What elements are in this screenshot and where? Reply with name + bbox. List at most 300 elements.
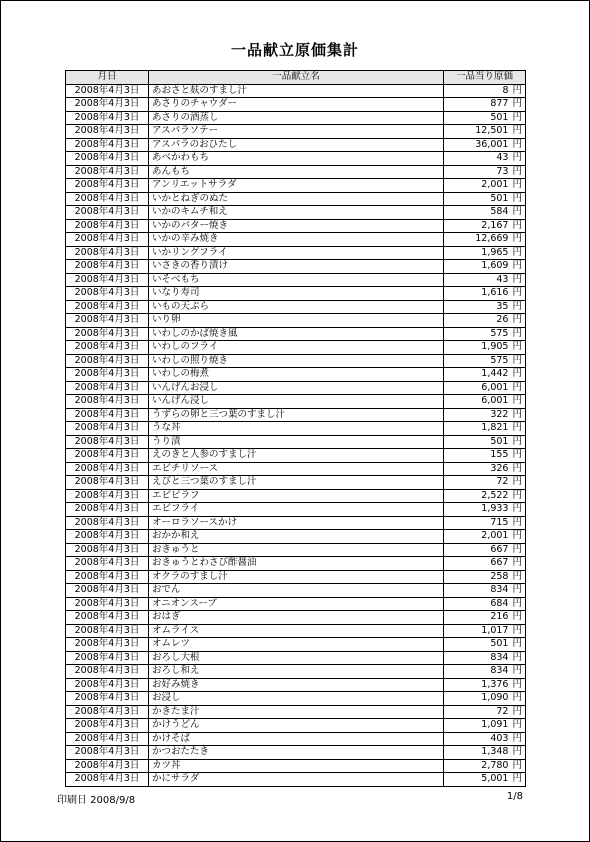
- row-date: 2008年4月3日: [66, 381, 149, 395]
- row-cost-value: 1,609: [481, 260, 509, 272]
- table-row: [66, 179, 526, 193]
- row-cost-unit: 円: [512, 165, 522, 177]
- row-dish-name: あべかわもち: [149, 152, 444, 166]
- row-dish-name: エビピラフ: [149, 489, 444, 503]
- row-dish-name: エビチリソース: [149, 462, 444, 476]
- table-row: [66, 273, 526, 287]
- row-cost-value: 12,669: [475, 233, 509, 245]
- table-row: [66, 395, 526, 409]
- row-date: 2008年4月3日: [66, 665, 149, 679]
- table-row: [66, 597, 526, 611]
- row-date: 2008年4月3日: [66, 705, 149, 719]
- row-cost-unit: 円: [512, 719, 522, 731]
- table-row: [66, 489, 526, 503]
- row-dish-name: おきゅうと: [149, 543, 444, 557]
- table-row: [66, 462, 526, 476]
- row-cost: [444, 489, 526, 503]
- row-cost-unit: 円: [512, 327, 522, 339]
- row-dish-name: アスパラソテー: [149, 125, 444, 139]
- row-cost-value: 1,821: [481, 422, 509, 434]
- row-cost-value: 258: [490, 570, 509, 582]
- row-cost-value: 1,376: [481, 678, 509, 690]
- row-date: 2008年4月3日: [66, 125, 149, 139]
- row-dish-name: アンリエットサラダ: [149, 179, 444, 193]
- row-cost-unit: 円: [512, 354, 522, 366]
- row-cost-value: 501: [490, 192, 509, 204]
- row-cost-value: 26: [496, 314, 509, 326]
- row-dish-name: かけうどん: [149, 719, 444, 733]
- row-cost: [444, 570, 526, 584]
- row-cost-value: 2,001: [481, 530, 509, 542]
- row-cost-value: 43: [496, 273, 509, 285]
- row-cost-unit: 円: [512, 206, 522, 218]
- row-cost-value: 667: [490, 543, 509, 555]
- table-row: [66, 125, 526, 139]
- row-date: 2008年4月3日: [66, 246, 149, 260]
- row-date: 2008年4月3日: [66, 651, 149, 665]
- table-row: [66, 435, 526, 449]
- row-cost-unit: 円: [512, 260, 522, 272]
- row-dish-name: いかリングフライ: [149, 246, 444, 260]
- row-cost-value: 2,780: [481, 759, 509, 771]
- row-cost-unit: 円: [512, 233, 522, 245]
- table-row: [66, 759, 526, 773]
- row-cost: [444, 597, 526, 611]
- table-row: [66, 300, 526, 314]
- row-cost-value: 2,167: [481, 219, 509, 231]
- row-dish-name: いもの天ぷら: [149, 300, 444, 314]
- row-cost-value: 2,001: [481, 179, 509, 191]
- row-dish-name: おはぎ: [149, 611, 444, 625]
- row-date: 2008年4月3日: [66, 111, 149, 125]
- row-cost-value: 1,090: [481, 692, 509, 704]
- table-row: [66, 530, 526, 544]
- row-cost: [444, 111, 526, 125]
- row-dish-name: いんげんお浸し: [149, 381, 444, 395]
- row-dish-name: アスパラのおひたし: [149, 138, 444, 152]
- row-date: 2008年4月3日: [66, 503, 149, 517]
- row-dish-name: おかか和え: [149, 530, 444, 544]
- row-cost-unit: 円: [512, 746, 522, 758]
- row-date: 2008年4月3日: [66, 422, 149, 436]
- row-dish-name: お好み焼き: [149, 678, 444, 692]
- row-dish-name: えびと三つ葉のすまし汁: [149, 476, 444, 490]
- row-cost: [444, 705, 526, 719]
- row-cost-unit: 円: [512, 570, 522, 582]
- row-dish-name: おきゅうとわさび酢醤油: [149, 557, 444, 571]
- table-row: [66, 476, 526, 490]
- row-date: 2008年4月3日: [66, 516, 149, 530]
- table-row: [66, 665, 526, 679]
- row-dish-name: いかのキムチ和え: [149, 206, 444, 220]
- table-row: [66, 84, 526, 98]
- row-cost: [444, 233, 526, 247]
- row-cost-value: 575: [490, 354, 509, 366]
- row-date: 2008年4月3日: [66, 260, 149, 274]
- row-date: 2008年4月3日: [66, 138, 149, 152]
- row-cost-value: 1,017: [481, 624, 509, 636]
- row-cost-unit: 円: [512, 503, 522, 515]
- row-date: 2008年4月3日: [66, 584, 149, 598]
- row-date: 2008年4月3日: [66, 368, 149, 382]
- row-cost-value: 877: [490, 98, 509, 110]
- row-cost-value: 575: [490, 327, 509, 339]
- row-cost: [444, 246, 526, 260]
- row-cost-value: 155: [490, 449, 509, 461]
- table-row: [66, 422, 526, 436]
- table-row: [66, 692, 526, 706]
- row-cost-unit: 円: [512, 314, 522, 326]
- row-date: 2008年4月3日: [66, 638, 149, 652]
- row-dish-name: いわしのフライ: [149, 341, 444, 355]
- row-date: 2008年4月3日: [66, 84, 149, 98]
- row-cost-unit: 円: [512, 476, 522, 488]
- row-dish-name: おでん: [149, 584, 444, 598]
- row-cost: [444, 773, 526, 787]
- row-cost: [444, 327, 526, 341]
- table-row: [66, 732, 526, 746]
- row-dish-name: かにサラダ: [149, 773, 444, 787]
- row-dish-name: いかとねぎのぬた: [149, 192, 444, 206]
- row-date: 2008年4月3日: [66, 692, 149, 706]
- row-dish-name: カツ丼: [149, 759, 444, 773]
- row-cost: [444, 314, 526, 328]
- row-cost-value: 1,933: [481, 503, 509, 515]
- row-dish-name: オーロラソースかけ: [149, 516, 444, 530]
- table-body: [66, 84, 526, 786]
- row-cost: [444, 746, 526, 760]
- row-cost-value: 6,001: [481, 381, 509, 393]
- row-cost-unit: 円: [512, 300, 522, 312]
- row-cost-value: 501: [490, 435, 509, 447]
- table-row: [66, 773, 526, 787]
- table-row: [66, 638, 526, 652]
- row-cost-value: 322: [490, 408, 509, 420]
- table-row: [66, 152, 526, 166]
- print-date: 印刷日 2008/9/8: [57, 795, 136, 806]
- row-cost-unit: 円: [512, 624, 522, 636]
- row-dish-name: いなり寿司: [149, 287, 444, 301]
- row-cost-value: 501: [490, 638, 509, 650]
- row-cost-value: 834: [490, 651, 509, 663]
- row-dish-name: オクラのすまし汁: [149, 570, 444, 584]
- row-cost: [444, 719, 526, 733]
- row-cost-value: 6,001: [481, 395, 509, 407]
- row-cost: [444, 543, 526, 557]
- row-cost-unit: 円: [512, 179, 522, 191]
- row-date: 2008年4月3日: [66, 273, 149, 287]
- row-cost-unit: 円: [512, 759, 522, 771]
- row-date: 2008年4月3日: [66, 773, 149, 787]
- row-cost: [444, 665, 526, 679]
- row-dish-name: うな丼: [149, 422, 444, 436]
- row-cost-unit: 円: [512, 638, 522, 650]
- row-cost: [444, 341, 526, 355]
- row-dish-name: オムライス: [149, 624, 444, 638]
- row-cost-unit: 円: [512, 152, 522, 164]
- row-dish-name: えのきと人参のすまし汁: [149, 449, 444, 463]
- row-cost-unit: 円: [512, 408, 522, 420]
- table-row: [66, 449, 526, 463]
- row-cost-unit: 円: [512, 422, 522, 434]
- row-dish-name: お浸し: [149, 692, 444, 706]
- row-cost: [444, 192, 526, 206]
- row-dish-name: あさりの酒蒸し: [149, 111, 444, 125]
- table-row: [66, 503, 526, 517]
- table-row: [66, 341, 526, 355]
- table-row: [66, 354, 526, 368]
- table-row: [66, 624, 526, 638]
- row-cost: [444, 273, 526, 287]
- row-cost-unit: 円: [512, 543, 522, 555]
- row-date: 2008年4月3日: [66, 489, 149, 503]
- row-cost: [444, 381, 526, 395]
- row-cost: [444, 152, 526, 166]
- row-cost: [444, 84, 526, 98]
- row-cost-unit: 円: [512, 287, 522, 299]
- table-row: [66, 98, 526, 112]
- row-cost: [444, 462, 526, 476]
- row-cost: [444, 138, 526, 152]
- row-dish-name: オニオンスープ: [149, 597, 444, 611]
- table-row: [66, 314, 526, 328]
- row-cost: [444, 678, 526, 692]
- row-cost-unit: 円: [512, 692, 522, 704]
- row-cost: [444, 287, 526, 301]
- row-cost-unit: 円: [512, 435, 522, 447]
- row-cost-unit: 円: [512, 125, 522, 137]
- row-dish-name: おろし大根: [149, 651, 444, 665]
- row-date: 2008年4月3日: [66, 530, 149, 544]
- table-row: [66, 678, 526, 692]
- row-cost: [444, 732, 526, 746]
- row-cost-value: 1,442: [481, 368, 509, 380]
- row-cost-value: 216: [490, 611, 509, 623]
- table-row: [66, 368, 526, 382]
- row-cost-value: 43: [496, 152, 509, 164]
- row-cost-value: 834: [490, 584, 509, 596]
- row-cost-value: 834: [490, 665, 509, 677]
- row-date: 2008年4月3日: [66, 611, 149, 625]
- row-cost-value: 715: [490, 516, 509, 528]
- row-cost: [444, 530, 526, 544]
- row-dish-name: おろし和え: [149, 665, 444, 679]
- table-row: [66, 408, 526, 422]
- row-dish-name: かきたま汁: [149, 705, 444, 719]
- row-cost-value: 72: [496, 476, 509, 488]
- row-cost-value: 1,616: [481, 287, 509, 299]
- column-header-name: 一品献立名: [149, 71, 444, 85]
- row-cost: [444, 435, 526, 449]
- row-cost-unit: 円: [512, 516, 522, 528]
- row-cost-value: 403: [490, 732, 509, 744]
- table-row: [66, 746, 526, 760]
- row-cost-unit: 円: [512, 368, 522, 380]
- row-cost-unit: 円: [512, 678, 522, 690]
- row-date: 2008年4月3日: [66, 570, 149, 584]
- row-cost: [444, 408, 526, 422]
- table-row: [66, 611, 526, 625]
- row-cost: [444, 449, 526, 463]
- table-row: [66, 543, 526, 557]
- table-row: [66, 246, 526, 260]
- row-cost-unit: 円: [512, 84, 522, 96]
- row-cost: [444, 557, 526, 571]
- row-dish-name: いわしのかば焼き風: [149, 327, 444, 341]
- row-cost: [444, 476, 526, 490]
- row-date: 2008年4月3日: [66, 327, 149, 341]
- row-dish-name: いり卵: [149, 314, 444, 328]
- row-cost: [444, 503, 526, 517]
- row-cost-unit: 円: [512, 98, 522, 110]
- row-cost-value: 684: [490, 597, 509, 609]
- row-cost-unit: 円: [512, 557, 522, 569]
- row-date: 2008年4月3日: [66, 719, 149, 733]
- row-cost-value: 326: [490, 462, 509, 474]
- row-date: 2008年4月3日: [66, 354, 149, 368]
- row-dish-name: いそべもち: [149, 273, 444, 287]
- row-cost-value: 667: [490, 557, 509, 569]
- table-row: [66, 705, 526, 719]
- row-cost: [444, 395, 526, 409]
- row-cost-unit: 円: [512, 138, 522, 150]
- row-cost-value: 12,501: [475, 125, 509, 137]
- row-date: 2008年4月3日: [66, 746, 149, 760]
- row-cost-value: 36,001: [475, 138, 509, 150]
- row-dish-name: いかのバター焼き: [149, 219, 444, 233]
- row-date: 2008年4月3日: [66, 408, 149, 422]
- row-dish-name: あおさと麸のすまし汁: [149, 84, 444, 98]
- table-row: [66, 327, 526, 341]
- row-date: 2008年4月3日: [66, 219, 149, 233]
- row-date: 2008年4月3日: [66, 206, 149, 220]
- row-cost-unit: 円: [512, 219, 522, 231]
- row-date: 2008年4月3日: [66, 287, 149, 301]
- row-dish-name: うずらの卵と三つ葉のすまし汁: [149, 408, 444, 422]
- table-row: [66, 584, 526, 598]
- row-cost-value: 73: [496, 165, 509, 177]
- row-date: 2008年4月3日: [66, 341, 149, 355]
- row-cost-unit: 円: [512, 341, 522, 353]
- row-cost: [444, 692, 526, 706]
- row-cost-value: 8: [502, 84, 509, 96]
- row-cost: [444, 422, 526, 436]
- row-dish-name: うり漬: [149, 435, 444, 449]
- row-cost: [444, 624, 526, 638]
- row-cost-value: 72: [496, 705, 509, 717]
- column-header-cost: 一品当り原価: [444, 71, 526, 85]
- table-row: [66, 570, 526, 584]
- row-cost-unit: 円: [512, 273, 522, 285]
- row-date: 2008年4月3日: [66, 165, 149, 179]
- row-cost-value: 35: [496, 300, 509, 312]
- row-cost-unit: 円: [512, 395, 522, 407]
- row-date: 2008年4月3日: [66, 678, 149, 692]
- row-cost: [444, 516, 526, 530]
- row-dish-name: いんげん浸し: [149, 395, 444, 409]
- row-dish-name: かつおたたき: [149, 746, 444, 760]
- row-dish-name: あんもち: [149, 165, 444, 179]
- cost-table: [65, 70, 526, 787]
- table-row: [66, 557, 526, 571]
- row-cost-value: 584: [490, 206, 509, 218]
- row-date: 2008年4月3日: [66, 543, 149, 557]
- row-date: 2008年4月3日: [66, 179, 149, 193]
- row-dish-name: いさきの香り漬け: [149, 260, 444, 274]
- row-cost: [444, 179, 526, 193]
- row-cost-unit: 円: [512, 584, 522, 596]
- row-date: 2008年4月3日: [66, 98, 149, 112]
- row-date: 2008年4月3日: [66, 449, 149, 463]
- row-cost: [444, 125, 526, 139]
- row-cost: [444, 219, 526, 233]
- row-date: 2008年4月3日: [66, 597, 149, 611]
- row-cost: [444, 651, 526, 665]
- row-cost-unit: 円: [512, 597, 522, 609]
- table-row: [66, 651, 526, 665]
- row-cost-unit: 円: [512, 732, 522, 744]
- row-cost: [444, 206, 526, 220]
- row-cost-unit: 円: [512, 611, 522, 623]
- row-cost: [444, 759, 526, 773]
- row-date: 2008年4月3日: [66, 759, 149, 773]
- table-row: [66, 206, 526, 220]
- row-cost-unit: 円: [512, 773, 522, 785]
- row-dish-name: いかの辛み焼き: [149, 233, 444, 247]
- row-cost-unit: 円: [512, 449, 522, 461]
- row-date: 2008年4月3日: [66, 300, 149, 314]
- row-cost-unit: 円: [512, 665, 522, 677]
- row-dish-name: あさりのチャウダー: [149, 98, 444, 112]
- table-row: [66, 138, 526, 152]
- row-date: 2008年4月3日: [66, 462, 149, 476]
- table-row: [66, 111, 526, 125]
- row-date: 2008年4月3日: [66, 557, 149, 571]
- row-dish-name: いわしの梅煮: [149, 368, 444, 382]
- row-cost-unit: 円: [512, 489, 522, 501]
- row-cost-unit: 円: [512, 111, 522, 123]
- row-date: 2008年4月3日: [66, 624, 149, 638]
- row-dish-name: エビフライ: [149, 503, 444, 517]
- column-header-date: 月日: [66, 71, 149, 85]
- row-dish-name: かけそば: [149, 732, 444, 746]
- row-cost-value: 1,965: [481, 246, 509, 258]
- row-cost-unit: 円: [512, 530, 522, 542]
- row-date: 2008年4月3日: [66, 476, 149, 490]
- row-cost: [444, 98, 526, 112]
- row-cost: [444, 584, 526, 598]
- table-row: [66, 381, 526, 395]
- row-cost: [444, 638, 526, 652]
- row-cost-value: 1,348: [481, 746, 509, 758]
- row-cost-value: 501: [490, 111, 509, 123]
- table-row: [66, 192, 526, 206]
- row-date: 2008年4月3日: [66, 435, 149, 449]
- row-cost: [444, 368, 526, 382]
- row-date: 2008年4月3日: [66, 152, 149, 166]
- row-cost-unit: 円: [512, 381, 522, 393]
- table-row: [66, 260, 526, 274]
- row-cost: [444, 611, 526, 625]
- row-cost-unit: 円: [512, 462, 522, 474]
- page-number: 1/8: [506, 791, 523, 802]
- row-cost: [444, 300, 526, 314]
- row-cost-unit: 円: [512, 192, 522, 204]
- row-date: 2008年4月3日: [66, 395, 149, 409]
- row-date: 2008年4月3日: [66, 233, 149, 247]
- row-dish-name: いわしの照り焼き: [149, 354, 444, 368]
- header-row: [66, 71, 526, 85]
